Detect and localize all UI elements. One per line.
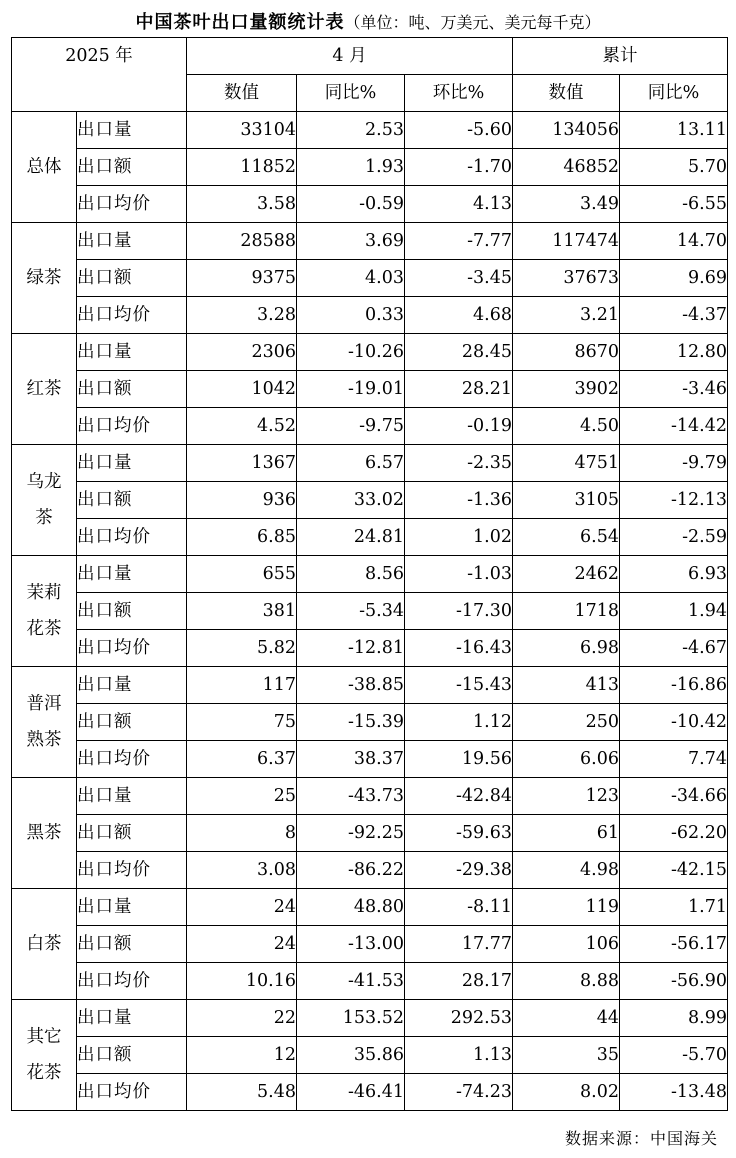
month-yoy-cell: 1.93: [297, 149, 405, 186]
month-yoy-cell: -9.75: [297, 408, 405, 445]
category-cell: [12, 1000, 77, 1111]
month-mom-cell: -7.77: [405, 223, 513, 260]
month-yoy-cell: 8.56: [297, 556, 405, 593]
month-value-cell: 1042: [187, 371, 297, 408]
header-corner-blank: [12, 75, 187, 112]
table-row: [12, 667, 728, 704]
table-row: [12, 815, 728, 852]
table-row: [12, 445, 728, 482]
month-mom-cell: -74.23: [405, 1074, 513, 1111]
category-cell: [12, 778, 77, 889]
month-mom-cell: 292.53: [405, 1000, 513, 1037]
indicator-cell: 出口均价: [77, 1074, 187, 1111]
cum-yoy-cell: -62.20: [620, 815, 728, 852]
month-mom-cell: -1.03: [405, 556, 513, 593]
indicator-cell: 出口量: [77, 223, 187, 260]
month-value-cell: 12: [187, 1037, 297, 1074]
header-row-2: [12, 75, 728, 112]
month-mom-cell: 28.21: [405, 371, 513, 408]
cum-yoy-cell: -56.17: [620, 926, 728, 963]
title-unit: （单位：吨、万美元、美元每千克）: [344, 13, 601, 32]
header-col-month-yoy: 同比%: [297, 75, 405, 112]
month-yoy-cell: 24.81: [297, 519, 405, 556]
cum-value-cell: 413: [513, 667, 620, 704]
cum-value-cell: 3.49: [513, 186, 620, 223]
month-value-cell: 6.37: [187, 741, 297, 778]
month-yoy-cell: 2.53: [297, 112, 405, 149]
table-row: [12, 186, 728, 223]
header-col-month-mom: 环比%: [405, 75, 513, 112]
table-row: [12, 334, 728, 371]
cum-yoy-cell: 8.99: [620, 1000, 728, 1037]
month-yoy-cell: -38.85: [297, 667, 405, 704]
month-mom-cell: 19.56: [405, 741, 513, 778]
month-mom-cell: -2.35: [405, 445, 513, 482]
header-col-cum-yoy: 同比%: [620, 75, 728, 112]
month-mom-cell: -1.36: [405, 482, 513, 519]
header-month-group: 4 月: [187, 38, 513, 75]
cum-value-cell: 3902: [513, 371, 620, 408]
table-row: [12, 519, 728, 556]
header-col-month-value: 数值: [187, 75, 297, 112]
month-value-cell: 8: [187, 815, 297, 852]
category-cell: [12, 667, 77, 778]
month-value-cell: 655: [187, 556, 297, 593]
month-mom-cell: 1.02: [405, 519, 513, 556]
category-label-line: 茶: [35, 508, 53, 528]
table-row: [12, 408, 728, 445]
month-yoy-cell: 0.33: [297, 297, 405, 334]
category-label-line: 花茶: [26, 1063, 62, 1083]
month-mom-cell: -17.30: [405, 593, 513, 630]
indicator-cell: 出口量: [77, 1000, 187, 1037]
table-row: [12, 630, 728, 667]
month-value-cell: 24: [187, 926, 297, 963]
month-mom-cell: 28.17: [405, 963, 513, 1000]
indicator-cell: 出口均价: [77, 741, 187, 778]
cum-yoy-cell: -5.70: [620, 1037, 728, 1074]
cum-yoy-cell: -4.67: [620, 630, 728, 667]
indicator-cell: 出口均价: [77, 519, 187, 556]
month-mom-cell: -1.70: [405, 149, 513, 186]
indicator-cell: 出口额: [77, 482, 187, 519]
month-value-cell: 24: [187, 889, 297, 926]
table-row: [12, 112, 728, 149]
month-value-cell: 117: [187, 667, 297, 704]
month-yoy-cell: 35.86: [297, 1037, 405, 1074]
month-value-cell: 2306: [187, 334, 297, 371]
cum-value-cell: 4.98: [513, 852, 620, 889]
table-row: [12, 963, 728, 1000]
month-yoy-cell: -19.01: [297, 371, 405, 408]
table-row: [12, 260, 728, 297]
month-mom-cell: 1.12: [405, 704, 513, 741]
cum-yoy-cell: -2.59: [620, 519, 728, 556]
indicator-cell: 出口均价: [77, 963, 187, 1000]
cum-value-cell: 4751: [513, 445, 620, 482]
month-yoy-cell: -5.34: [297, 593, 405, 630]
month-value-cell: 3.58: [187, 186, 297, 223]
category-label: 红茶: [26, 379, 62, 399]
month-value-cell: 6.85: [187, 519, 297, 556]
header-row-1: [12, 38, 728, 75]
indicator-cell: 出口额: [77, 926, 187, 963]
indicator-cell: 出口额: [77, 1037, 187, 1074]
table-row: [12, 852, 728, 889]
month-yoy-cell: 48.80: [297, 889, 405, 926]
table-row: [12, 223, 728, 260]
cum-value-cell: 123: [513, 778, 620, 815]
month-yoy-cell: -13.00: [297, 926, 405, 963]
cum-yoy-cell: -6.55: [620, 186, 728, 223]
table-row: [12, 889, 728, 926]
cum-yoy-cell: -13.48: [620, 1074, 728, 1111]
category-cell: [12, 445, 77, 556]
header-cumulative-group: 累计: [513, 38, 728, 75]
cum-value-cell: 44: [513, 1000, 620, 1037]
cum-value-cell: 46852: [513, 149, 620, 186]
category-label-line: 乌龙: [26, 472, 62, 492]
indicator-cell: 出口量: [77, 556, 187, 593]
cum-yoy-cell: -34.66: [620, 778, 728, 815]
month-value-cell: 9375: [187, 260, 297, 297]
indicator-cell: 出口均价: [77, 630, 187, 667]
category-label: 白茶: [26, 934, 62, 954]
month-value-cell: 3.28: [187, 297, 297, 334]
table-title: [0, 8, 736, 34]
indicator-cell: 出口量: [77, 112, 187, 149]
cum-value-cell: 6.06: [513, 741, 620, 778]
table-row: [12, 1037, 728, 1074]
cum-value-cell: 4.50: [513, 408, 620, 445]
table-row: [12, 741, 728, 778]
cum-yoy-cell: 1.94: [620, 593, 728, 630]
category-cell: [12, 112, 77, 223]
category-label-line: 其它: [26, 1027, 62, 1047]
cum-value-cell: 3.21: [513, 297, 620, 334]
data-source-note: 数据来源：中国海关: [564, 1129, 718, 1148]
cum-value-cell: 250: [513, 704, 620, 741]
table-row: [12, 1074, 728, 1111]
month-yoy-cell: 4.03: [297, 260, 405, 297]
month-value-cell: 75: [187, 704, 297, 741]
month-value-cell: 5.48: [187, 1074, 297, 1111]
indicator-cell: 出口量: [77, 334, 187, 371]
cum-yoy-cell: 1.71: [620, 889, 728, 926]
category-label-line: 熟茶: [26, 730, 62, 750]
cum-value-cell: 8.02: [513, 1074, 620, 1111]
month-value-cell: 25: [187, 778, 297, 815]
cum-value-cell: 37673: [513, 260, 620, 297]
table-row: [12, 778, 728, 815]
month-value-cell: 4.52: [187, 408, 297, 445]
header-col-cum-value: 数值: [513, 75, 620, 112]
cum-yoy-cell: 6.93: [620, 556, 728, 593]
table-row: [12, 704, 728, 741]
category-label-line: 普洱: [26, 694, 62, 714]
month-value-cell: 22: [187, 1000, 297, 1037]
category-label: 黑茶: [26, 823, 62, 843]
cum-yoy-cell: -4.37: [620, 297, 728, 334]
cum-yoy-cell: -12.13: [620, 482, 728, 519]
month-value-cell: 33104: [187, 112, 297, 149]
month-value-cell: 28588: [187, 223, 297, 260]
month-yoy-cell: 153.52: [297, 1000, 405, 1037]
cum-value-cell: 6.98: [513, 630, 620, 667]
cum-yoy-cell: 9.69: [620, 260, 728, 297]
month-mom-cell: -42.84: [405, 778, 513, 815]
cum-yoy-cell: -16.86: [620, 667, 728, 704]
table-row: [12, 297, 728, 334]
indicator-cell: 出口量: [77, 778, 187, 815]
month-yoy-cell: -10.26: [297, 334, 405, 371]
month-yoy-cell: 6.57: [297, 445, 405, 482]
indicator-cell: 出口额: [77, 815, 187, 852]
cum-yoy-cell: -42.15: [620, 852, 728, 889]
month-value-cell: 381: [187, 593, 297, 630]
cum-yoy-cell: -10.42: [620, 704, 728, 741]
table-row: [12, 149, 728, 186]
indicator-cell: 出口额: [77, 260, 187, 297]
month-yoy-cell: -41.53: [297, 963, 405, 1000]
table-row: [12, 1000, 728, 1037]
table-row: [12, 593, 728, 630]
indicator-cell: 出口均价: [77, 297, 187, 334]
month-mom-cell: -16.43: [405, 630, 513, 667]
cum-value-cell: 8.88: [513, 963, 620, 1000]
indicator-cell: 出口额: [77, 704, 187, 741]
month-yoy-cell: -43.73: [297, 778, 405, 815]
month-mom-cell: -8.11: [405, 889, 513, 926]
month-mom-cell: -0.19: [405, 408, 513, 445]
cum-yoy-cell: 5.70: [620, 149, 728, 186]
category-cell: [12, 223, 77, 334]
month-value-cell: 5.82: [187, 630, 297, 667]
month-yoy-cell: -86.22: [297, 852, 405, 889]
category-cell: [12, 334, 77, 445]
cum-yoy-cell: 12.80: [620, 334, 728, 371]
title-main: 中国茶叶出口量额统计表: [135, 12, 345, 33]
category-cell: [12, 556, 77, 667]
month-mom-cell: -5.60: [405, 112, 513, 149]
month-mom-cell: 4.68: [405, 297, 513, 334]
cum-yoy-cell: -56.90: [620, 963, 728, 1000]
table-row: [12, 556, 728, 593]
indicator-cell: 出口额: [77, 371, 187, 408]
indicator-cell: 出口量: [77, 667, 187, 704]
indicator-cell: 出口量: [77, 445, 187, 482]
month-yoy-cell: -15.39: [297, 704, 405, 741]
month-mom-cell: -29.38: [405, 852, 513, 889]
category-cell: [12, 889, 77, 1000]
month-yoy-cell: 38.37: [297, 741, 405, 778]
indicator-cell: 出口均价: [77, 186, 187, 223]
month-mom-cell: 4.13: [405, 186, 513, 223]
cum-value-cell: 35: [513, 1037, 620, 1074]
indicator-cell: 出口额: [77, 593, 187, 630]
cum-value-cell: 134056: [513, 112, 620, 149]
cum-yoy-cell: 13.11: [620, 112, 728, 149]
month-value-cell: 11852: [187, 149, 297, 186]
category-label: 总体: [26, 157, 62, 177]
indicator-cell: 出口额: [77, 149, 187, 186]
cum-yoy-cell: -3.46: [620, 371, 728, 408]
month-yoy-cell: 33.02: [297, 482, 405, 519]
indicator-cell: 出口均价: [77, 408, 187, 445]
month-mom-cell: 28.45: [405, 334, 513, 371]
cum-value-cell: 8670: [513, 334, 620, 371]
header-year: 2025 年: [12, 38, 187, 75]
month-yoy-cell: 3.69: [297, 223, 405, 260]
table-body: [12, 112, 728, 1111]
cum-value-cell: 106: [513, 926, 620, 963]
month-value-cell: 936: [187, 482, 297, 519]
table-row: [12, 926, 728, 963]
month-mom-cell: 1.13: [405, 1037, 513, 1074]
cum-value-cell: 2462: [513, 556, 620, 593]
month-value-cell: 10.16: [187, 963, 297, 1000]
table-row: [12, 371, 728, 408]
month-yoy-cell: -92.25: [297, 815, 405, 852]
cum-value-cell: 3105: [513, 482, 620, 519]
cum-yoy-cell: -9.79: [620, 445, 728, 482]
cum-yoy-cell: 7.74: [620, 741, 728, 778]
table-row: [12, 482, 728, 519]
cum-yoy-cell: 14.70: [620, 223, 728, 260]
month-yoy-cell: -12.81: [297, 630, 405, 667]
month-mom-cell: -59.63: [405, 815, 513, 852]
cum-value-cell: 1718: [513, 593, 620, 630]
month-mom-cell: -15.43: [405, 667, 513, 704]
cum-value-cell: 61: [513, 815, 620, 852]
month-mom-cell: -3.45: [405, 260, 513, 297]
cum-yoy-cell: -14.42: [620, 408, 728, 445]
month-mom-cell: 17.77: [405, 926, 513, 963]
cum-value-cell: 119: [513, 889, 620, 926]
month-value-cell: 3.08: [187, 852, 297, 889]
tea-export-table: [11, 37, 728, 1111]
indicator-cell: 出口均价: [77, 852, 187, 889]
category-label-line: 花茶: [26, 619, 62, 639]
month-yoy-cell: -0.59: [297, 186, 405, 223]
cum-value-cell: 6.54: [513, 519, 620, 556]
category-label-line: 茉莉: [26, 583, 62, 603]
indicator-cell: 出口量: [77, 889, 187, 926]
category-label: 绿茶: [26, 268, 62, 288]
month-yoy-cell: -46.41: [297, 1074, 405, 1111]
month-value-cell: 1367: [187, 445, 297, 482]
cum-value-cell: 117474: [513, 223, 620, 260]
